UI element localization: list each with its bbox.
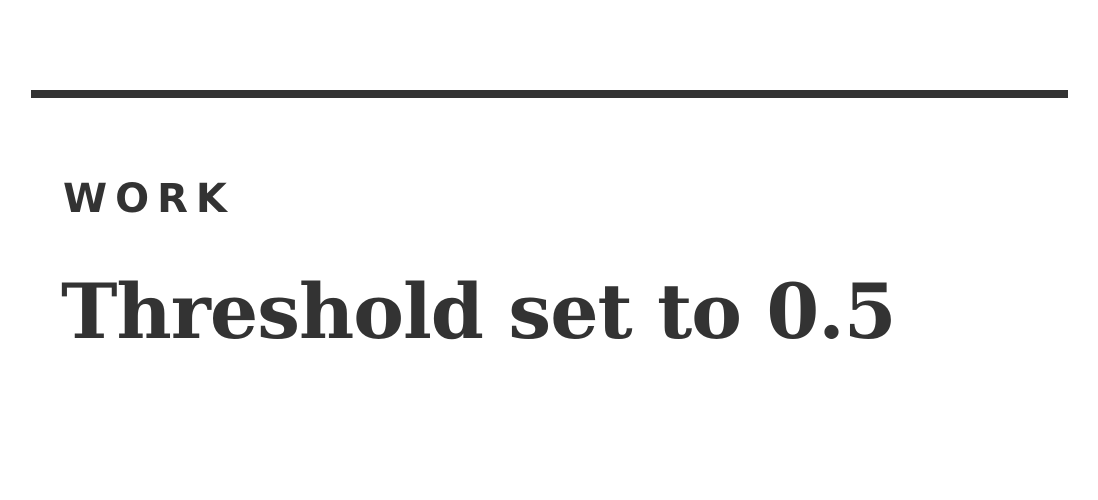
- top-divider: [31, 90, 1068, 98]
- section-label: WORK: [63, 176, 235, 222]
- page-title: Threshold set to 0.5: [61, 267, 896, 356]
